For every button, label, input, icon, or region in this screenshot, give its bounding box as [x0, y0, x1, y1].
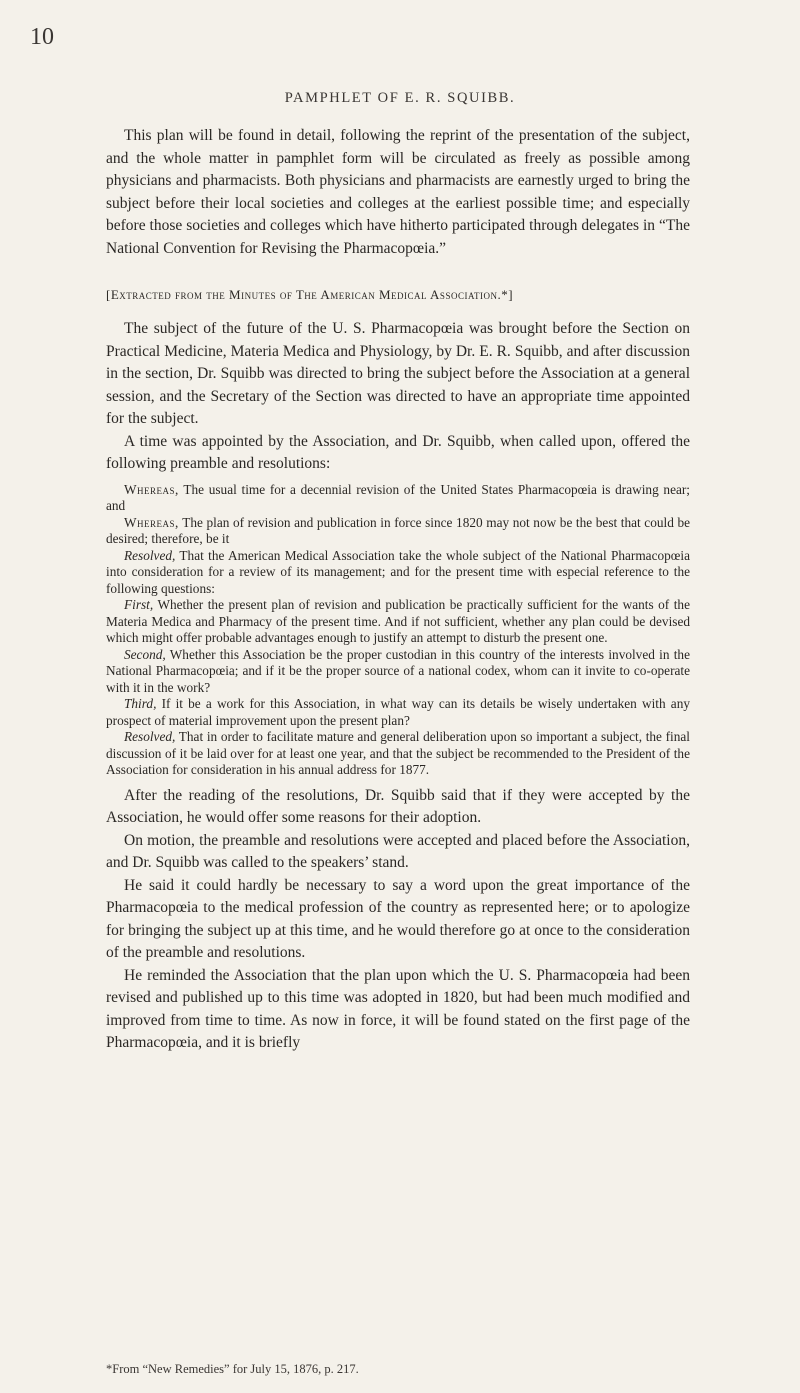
body-text [106, 125, 690, 1055]
resolved-2-word: Resolved, [124, 729, 176, 744]
paragraph-time-appointed: A time was appointed by the Association, and Dr. Squibb, when called upon, offered the following preamble and resolutions: [106, 432, 690, 472]
third-word: Third, [124, 696, 157, 711]
first-word: First, [124, 597, 154, 612]
resolved-1: Resolved, That the American Medical Association take the whole subject of the National Pharmacopœia into consideration for a review of its management; and for the present time with especial reference to the following questions: [106, 547, 690, 596]
whereas-2: Whereas, The plan of revision and publication in force since 1820 may not now be the best that could be desired; therefore, be it [106, 514, 690, 546]
extract-heading: [Extracted from the Minutes of The American Medical Association.*] [106, 287, 514, 302]
question-third: Third, If it be a work for this Association, in what way can its details be wisely undertaken with any prospect of material improvement upon the present plan? [106, 696, 690, 728]
second-word: Second, [124, 646, 166, 662]
paragraph-reminded: He reminded the Association that the plan upon which the U. S. Pharmacopœia had been revised and published up to this time was adopted in 1820, but had been much modified and improved from time to time. As now in force, it will be found stated on the first page of the Pharmacopœia, and it is briefly [106, 966, 690, 1051]
page-header [0, 0, 800, 106]
footnote: *From “New Remedies” for July 15, 1876, p. 217. [106, 1362, 359, 1376]
paragraph-after-reading: After the reading of the resolutions, Dr. Squibb said that if they were accepted by the Association, he would offer some reasons for their adoption. [106, 786, 690, 826]
paragraph-on-motion: On motion, the preamble and resolutions were accepted and placed before the Association, and Dr. Squibb was called to the speakers’ stand. [106, 831, 690, 871]
paragraph-importance: He said it could hardly be necessary to say a word upon the great importance of the Pharmacopœia to the medical profession of the country as represented here; or to apologize for bringing the subject up at this time, and he would therefore go at once to the consideration of the preamble and resolutions. [106, 876, 690, 961]
running-title: PAMPHLET OF E. R. SQUIBB. [284, 90, 516, 106]
closing-block [106, 785, 690, 1055]
whereas-1-word: Whereas, [124, 481, 179, 497]
question-first: First, Whether the present plan of revision and publication be practically sufficient for the wants of the Materia Medica and Pharmacy of the present time. And if not sufficient, whether any plan could be devised which might offer probable advantages enough to justify an attempt to disturb the present one. [106, 597, 690, 645]
whereas-2-word: Whereas, [124, 514, 179, 530]
whereas-1: Whereas, The usual time for a decennial revision of the United States Pharmacopœia is drawing near; and [106, 481, 690, 513]
page-number: 10 [30, 24, 54, 50]
resolutions-block [106, 482, 690, 779]
question-second: Second, Whether this Association be the proper custodian in this country of the interests involved in the National Pharmacopœia; and if it be the proper source of a national codex, whom can it invite to co-operate with it in the work? [106, 646, 690, 695]
paragraph-intro: This plan will be found in detail, following the reprint of the presentation of the subject, and the whole matter in pamphlet form will be circulated as freely as possible among physicians and pharmacists. Both physicians and pharmacists are earnestly urged to bring the subject before their local societies and colleges at the earliest possible time; and especially before those societies and colleges which have hitherto participated through delegates in “The National Convention for Revising the Pharmacopœia.” [106, 127, 690, 257]
paragraph-section-history: The subject of the future of the U. S. Pharmacopœia was brought before the Section on Practical Medicine, Materia Medica and Physiology, by Dr. E. R. Squibb, and after discussion in the section, Dr. Squibb was directed to bring the subject before the Association at a general session, and the Secretary of the Section was directed to have an appropriate time appointed for the subject. [106, 320, 690, 427]
resolved-2: Resolved, That in order to facilitate mature and general deliberation upon so important a subject, the final discussion of it be laid over for at least one year, and that the subject be recommended to the President of the Association for consideration in his annual address for 1877. [106, 729, 690, 777]
resolved-1-word: Resolved, [124, 547, 176, 563]
